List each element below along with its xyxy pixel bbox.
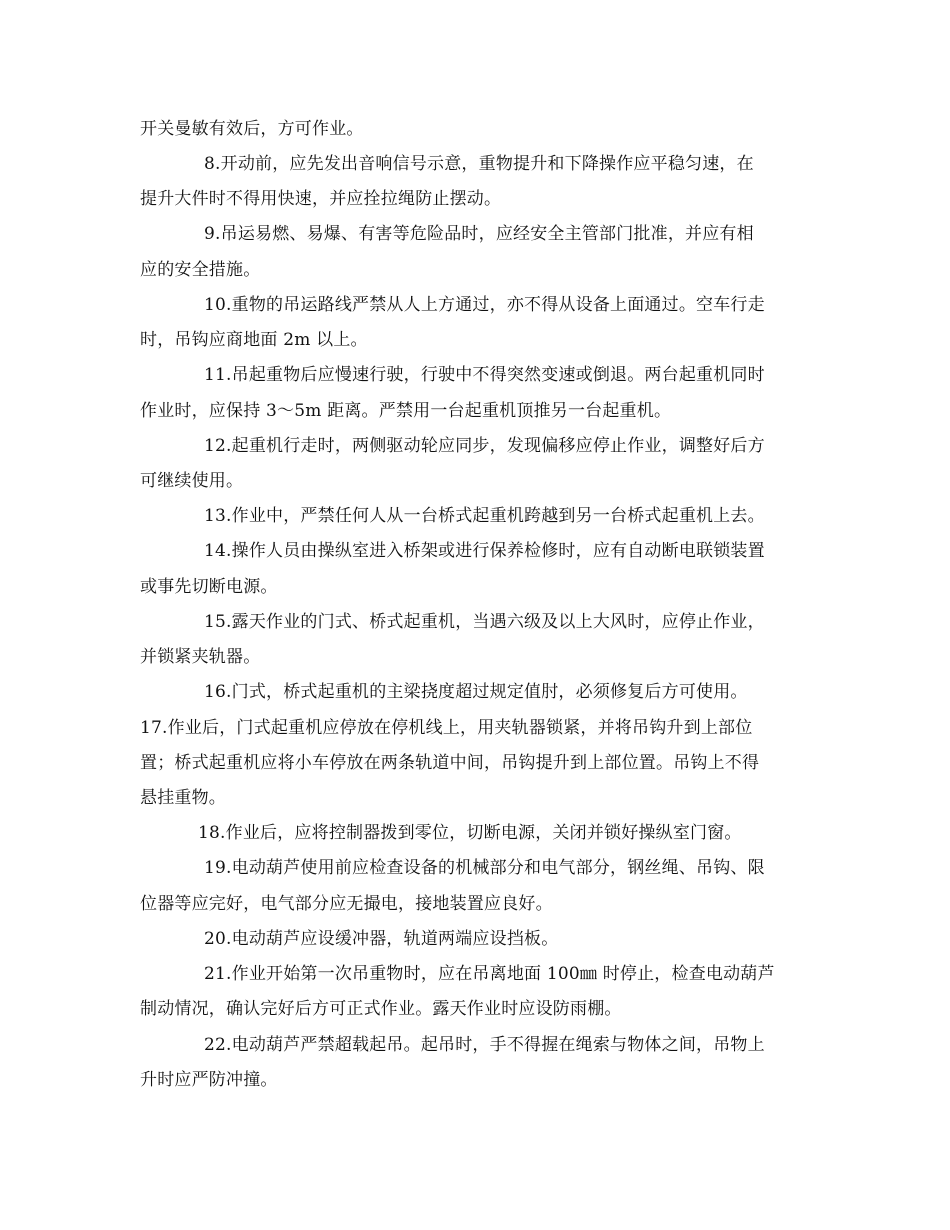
text-line: 升时应严防冲撞。 [140,1070,278,1090]
text-line: 22.电动葫芦严禁超载起吊。起吊时，手不得握在绳索与物体之间，吊物上 [204,1035,765,1055]
text-line: 置；桥式起重机应将小车停放在两条轨道中间，吊钩提升到上部位置。吊钩上不得 [140,753,760,773]
text-line: 作业时，应保持 3～5m 距离。严禁用一台起重机顶推另一台起重机。 [140,401,672,421]
text-line: 21.作业开始第一次吊重物时，应在吊离地面 100㎜ 时停止，检查电动葫芦 [204,964,775,984]
text-line: 11.吊起重物后应慢速行驶，行驶中不得突然变速或倒退。两台起重机同时 [204,365,765,385]
text-line: 16.门式，桥式起重机的主梁挠度超过规定值肘，必须修复后方可使用。 [204,682,748,702]
text-line: 19.电动葫芦使用前应检查设备的机械部分和电气部分，钢丝绳、吊钩、限 [204,858,765,878]
text-line: 20.电动葫芦应设缓冲器，轨道两端应设挡板。 [204,929,559,949]
text-line: 制动情况，确认完好后方可正式作业。露天作业时应设防雨棚。 [140,999,622,1019]
text-line: 14.操作人员由操纵室进入桥架或进行保养检修时，应有自动断电联锁装置 [204,541,765,561]
text-line: 开关曼敏有效后，方可作业。 [140,119,364,139]
text-line: 提升大件时不得用快速，并应拴拉绳防止摆动。 [140,189,502,209]
text-line: 悬挂重物。 [140,788,226,808]
text-line: 位器等应完好，电气部分应无撮电，接地装置应良好。 [140,894,553,914]
text-line: 12.起重机行走时，两侧驱动轮应同步，发现偏移应停止作业，调整好后方 [204,436,765,456]
text-line: 或事先切断电源。 [140,577,278,597]
text-line: 8.开动前，应先发出音响信号示意，重物提升和下降操作应平稳匀速，在 [204,154,754,174]
text-line: 17.作业后，门式起重机应停放在停机线上，用夹轨器锁紧，并将吊钩升到上部位 [140,718,753,738]
text-line: 18.作业后，应将控制器拨到零位，切断电源，关闭并锁好操纵室门窗。 [198,823,742,843]
text-line: 应的安全措施。 [140,260,261,280]
text-line: 13.作业中，严禁任何人从一台桥式起重机跨越到另一台桥式起重机上去。 [204,506,765,526]
text-line: 9.吊运易燃、易爆、有害等危险品时，应经安全主管部门批准，并应有相 [204,224,754,244]
text-line: 10.重物的吊运路线严禁从人上方通过，亦不得从设备上面通过。空车行走 [204,295,765,315]
text-line: 并锁紧夹轨器。 [140,647,261,667]
text-line: 可继续使用。 [140,471,244,491]
text-line: 15.露天作业的门式、桥式起重机，当遇六级及以上大风时，应停止作业， [204,612,765,632]
text-line: 时，吊钩应商地面 2m 以上。 [140,330,368,350]
